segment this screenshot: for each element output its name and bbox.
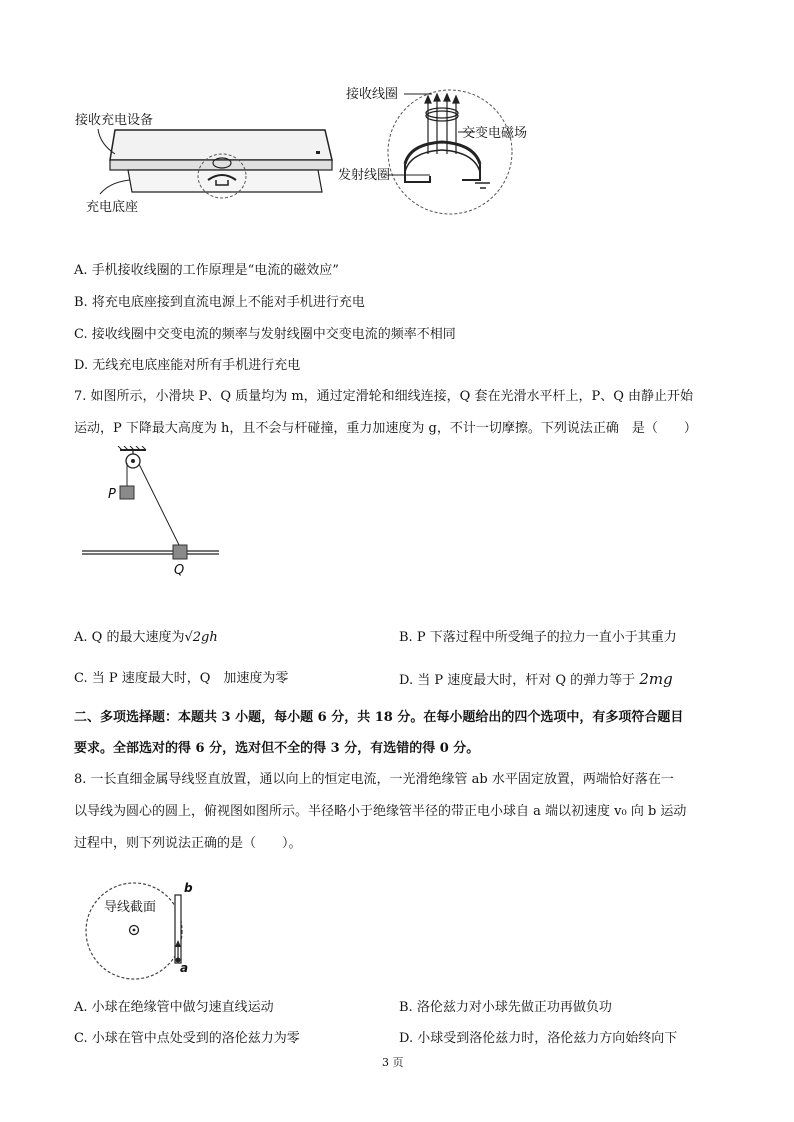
label-charging-base: 充电底座 — [86, 200, 139, 215]
label-p: P — [108, 487, 116, 502]
label-transmit-coil: 发射线圈 — [338, 168, 391, 183]
label-ac-field: 交变电磁场 — [462, 126, 528, 141]
label-wire-section: 导线截面 — [104, 900, 157, 915]
q7-option-a — [74, 629, 218, 647]
label-b: b — [184, 882, 193, 895]
q7-stem-line-1: 7. 如图所示，小滑块 P、Q 质量均为 m，通过定滑轮和细线连接，Q 套在光滑水平杆上，P、Q 由静止开始 — [74, 389, 693, 404]
q8-stem-line-3: 过程中，则下列说法正确的是（ ）。 — [74, 836, 302, 851]
q8-option-c: C. 小球在管中点处受到的洛伦兹力为零 — [74, 1031, 300, 1046]
q7-option-a-text: A. Q 的最大速度为 — [74, 630, 185, 645]
label-q: Q — [174, 563, 185, 576]
q8-option-b: B. 洛伦兹力对小球先做正功再做负功 — [399, 1000, 612, 1015]
q7-option-d — [399, 670, 673, 690]
wireless-charging-figure — [70, 82, 540, 222]
section-2-heading-line-1: 二、多项选择题：本题共 3 小题，每小题 6 分，共 18 分。在每小题给出的四个选项中，有多项符合题目 — [74, 710, 684, 725]
wire-tube-figure — [74, 882, 214, 982]
q8-stem-line-1: 8. 一长直细金属导线竖直放置，通以向上的恒定电流，一光滑绝缘管 ab 水平固定放置，两端恰好落在一 — [74, 772, 674, 787]
q7-option-d-text: D. 当 P 速度最大时，杆对 Q 的弹力等于 — [399, 673, 636, 688]
page-number: 3 页 — [382, 1056, 404, 1069]
q7-option-b: B. P 下落过程中所受绳子的拉力一直小于其重力 — [399, 630, 677, 645]
section-2-heading-line-2: 要求。全部选对的得 6 分，选对但不全的得 3 分，有选错的得 0 分。 — [74, 741, 480, 756]
q8-option-a: A. 小球在绝缘管中做匀速直线运动 — [74, 1000, 274, 1015]
label-receiver-device: 接收充电设备 — [75, 113, 154, 128]
pulley-figure — [74, 446, 234, 576]
q6-option-c: C. 接收线圈中交变电流的频率与发射线圈中交变电流的频率不相同 — [74, 327, 456, 342]
q6-option-b: B. 将充电底座接到直流电源上不能对手机进行充电 — [74, 295, 365, 310]
q6-option-a: A. 手机接收线圈的工作原理是“电流的磁效应” — [74, 263, 339, 278]
label-receive-coil: 接收线圈 — [346, 87, 399, 102]
q6-option-d: D. 无线充电底座能对所有手机进行充电 — [74, 358, 301, 373]
q7-option-d-formula: 2mg — [639, 670, 673, 688]
q8-option-d: D. 小球受到洛伦兹力时，洛伦兹力方向始终向下 — [399, 1031, 678, 1046]
q7-stem-line-2: 运动，P 下降最大高度为 h，且不会与杆碰撞，重力加速度为 g，不计一切摩擦。下列说法正确 是（ ） — [74, 421, 697, 436]
q7-option-c: C. 当 P 速度最大时，Q 加速度为零 — [74, 671, 289, 686]
q8-stem-line-2: 以导线为圆心的圆上，俯视图如图所示。半径略小于绝缘管半径的带正电小球自 a 端以初速度 v₀ 向 b 运动 — [74, 804, 687, 819]
q7-option-a-formula: √2gh — [184, 630, 218, 645]
label-a: a — [180, 961, 189, 975]
